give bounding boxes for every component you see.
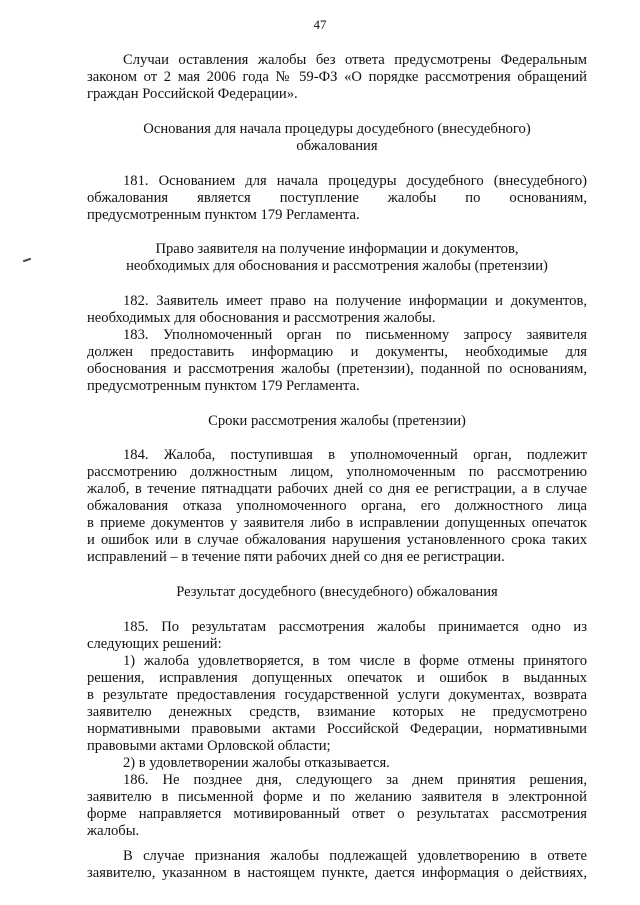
text-line: жалоб, в течение пятнадцати рабочих дней со дня ее регистрации, а в случае — [87, 481, 587, 497]
text-line: 186. Не позднее дня, следующего за днем принятия решения, — [123, 772, 587, 788]
text-line: 184. Жалоба, поступившая в уполномоченный орган, подлежит — [123, 447, 587, 463]
text-line: законом от 2 мая 2006 года № 59-ФЗ «О порядке рассмотрения обращений — [87, 69, 587, 85]
text-line: 2) в удовлетворении жалобы отказывается. — [123, 755, 390, 771]
section-heading-line: Сроки рассмотрения жалобы (претензии) — [208, 413, 466, 429]
text-line: необходимых для обоснования и рассмотрения жалобы. — [87, 310, 436, 326]
text-line: в приеме документов у заявителя либо в исправлении допущенных опечаток — [87, 515, 587, 531]
text-line: обоснования и рассмотрения жалобы (претензии), поданной по основаниям, — [87, 361, 587, 377]
text-line: правовыми актами Орловской области; — [87, 738, 331, 754]
text-line: заявителю денежных средств, взимание которых не предусмотрено — [87, 704, 587, 720]
text-line: заявителю в письменной форме и по желанию заявителя в электронной — [87, 789, 587, 805]
text-line: предусмотренным пунктом 179 Регламента. — [87, 378, 360, 394]
section-heading-line: Право заявителя на получение информации и документов, — [155, 241, 519, 257]
text-line: в результате предоставления государственной услуги документах, возврата — [87, 687, 587, 703]
text-line: Случаи оставления жалобы без ответа предусмотрены Федеральным — [123, 52, 587, 68]
text-line: 182. Заявитель имеет право на получение информации и документов, — [123, 293, 587, 309]
text-line: нормативными правовыми актами Российской Федерации, нормативными — [87, 721, 587, 737]
text-line: предусмотренным пунктом 179 Регламента. — [87, 207, 360, 223]
text-line: решения, исправления допущенных опечаток и ошибок в выданных — [87, 670, 587, 686]
section-heading-line: необходимых для обоснования и рассмотрения жалобы (претензии) — [126, 258, 548, 274]
text-line: исправлений – в течение пяти рабочих дней со дня ее регистрации. — [87, 549, 505, 565]
margin-mark — [23, 258, 31, 263]
text-line: и ошибок или в случае обжалования нарушения установленного срока таких — [87, 532, 587, 548]
text-line: 181. Основанием для начала процедуры досудебного (внесудебного) — [123, 173, 587, 189]
text-line: следующих решений: — [87, 636, 222, 652]
page-number: 47 — [313, 17, 327, 32]
text-line: обжалования является поступление жалобы по основаниям, — [87, 190, 587, 206]
text-line: 1) жалоба удовлетворяется, в том числе в форме отмены принятого — [123, 653, 587, 669]
text-line: форме направляется мотивированный ответ о результатах рассмотрения — [87, 806, 587, 822]
text-line: должен предоставить информацию и документы, необходимые для — [87, 344, 587, 360]
text-line: 183. Уполномоченный орган по письменному запросу заявителя — [123, 327, 587, 343]
text-line: заявителю, указанном в настоящем пункте, дается информация о действиях, — [87, 865, 587, 881]
section-heading-line: Основания для начала процедуры досудебного (внесудебного) — [143, 121, 531, 137]
text-line: обжалования отказа уполномоченного органа, его должностного лица — [87, 498, 587, 514]
section-heading-line: обжалования — [296, 138, 378, 154]
section-heading-line: Результат досудебного (внесудебного) обжалования — [176, 584, 498, 600]
text-line: В случае признания жалобы подлежащей удовлетворению в ответе — [123, 848, 587, 864]
text-line: жалобы. — [87, 823, 140, 839]
text-line: 185. По результатам рассмотрения жалобы принимается одно из — [123, 619, 587, 635]
text-line: граждан Российской Федерации». — [87, 86, 298, 102]
text-line: рассмотрению должностным лицом, уполномоченным по рассмотрению — [87, 464, 587, 480]
